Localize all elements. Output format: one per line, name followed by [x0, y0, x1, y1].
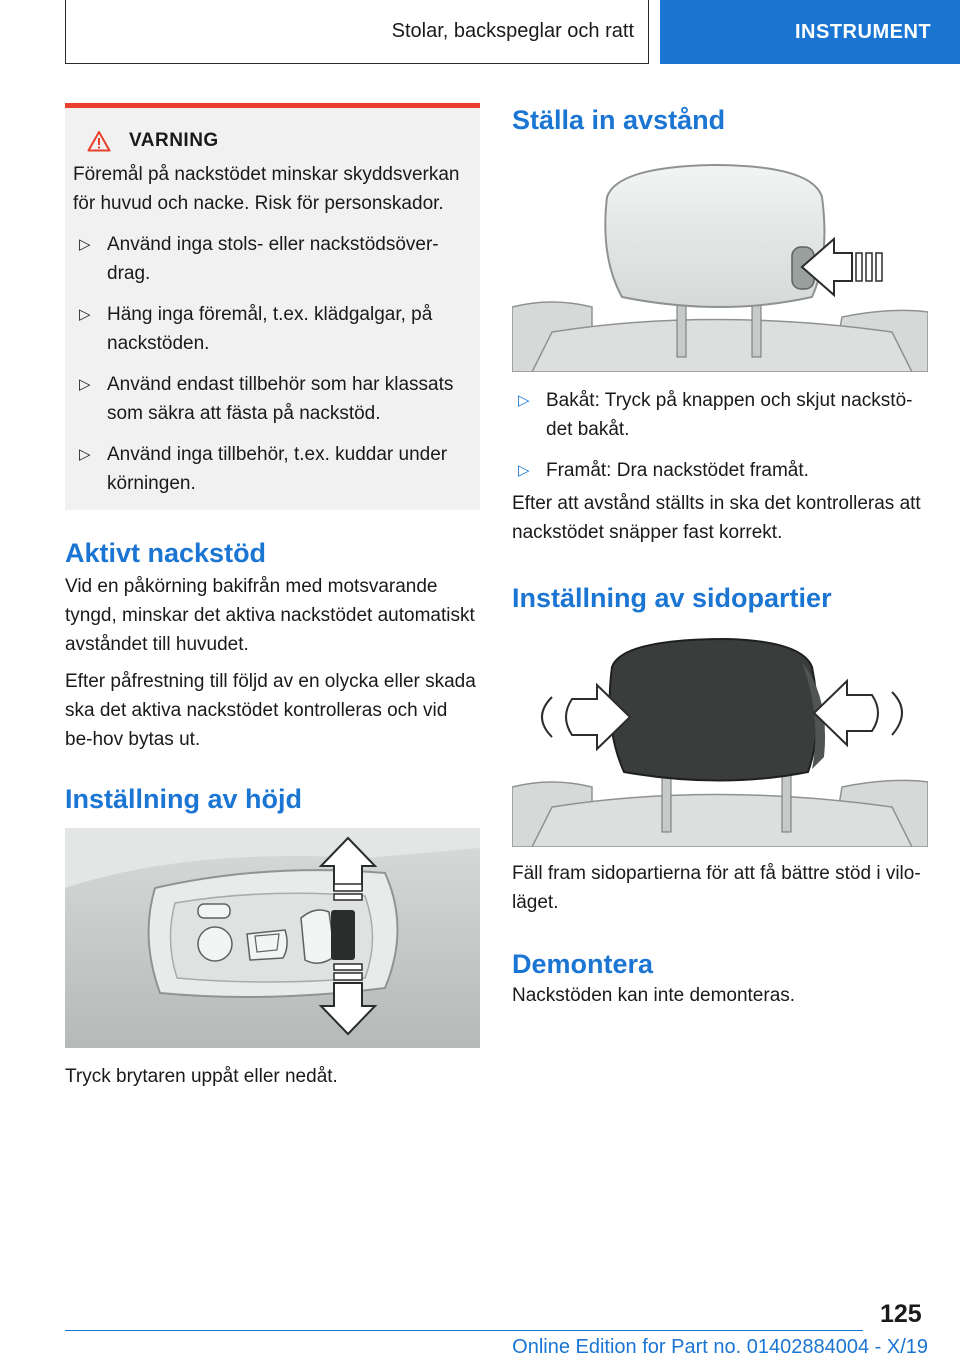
side-caption: Fäll fram sidopartierna för att få bättre stöd i vilo-läget.	[512, 863, 921, 913]
bullet-triangle-icon: ▷	[79, 236, 91, 253]
list-item: ▷ Använd inga tillbehör, t.ex. kuddar under körningen.	[73, 440, 472, 498]
list-item: ▷ Häng inga föremål, t.ex. klädgalgar, på nackstöden.	[73, 300, 472, 358]
height-caption: Tryck brytaren uppåt eller nedåt.	[65, 1066, 338, 1087]
distance-list	[512, 386, 928, 485]
left-column	[65, 103, 480, 1091]
page-number: 125	[880, 1300, 922, 1328]
height-heading: Inställning av höjd	[65, 784, 303, 814]
active-paragraph-2: Efter påfrestning till följd av en olycka eller skada ska det aktiva nackstödet kontrolleras och vid be-hov bytas ut.	[65, 671, 476, 750]
bullet-triangle-icon: ▷	[79, 376, 91, 393]
bullet-triangle-icon: ▷	[518, 392, 530, 409]
header-section-tab	[65, 0, 649, 64]
list-item: ▷ Bakåt: Tryck på knappen och skjut nackstö-det bakåt.	[512, 386, 928, 444]
right-column	[512, 103, 928, 1010]
active-paragraph-1: Vid en påkörning bakifrån med motsvarande tyngd, minskar det aktiva nackstödet automatiskt avståndet till huvudet.	[65, 576, 475, 655]
warning-box	[65, 103, 480, 510]
headrest-distance-illustration	[512, 157, 928, 372]
remove-text: Nackstöden kan inte demonteras.	[512, 985, 796, 1006]
warning-list	[73, 230, 472, 498]
warning-title-row	[87, 130, 472, 152]
side-heading: Inställning av sidopartier	[512, 583, 832, 613]
warning-triangle-icon	[87, 130, 111, 152]
seat-switch-illustration	[65, 828, 480, 1048]
distance-heading: Ställa in avstånd	[512, 105, 726, 135]
list-item: ▷ Framåt: Dra nackstödet framåt.	[512, 456, 928, 485]
bullet-triangle-icon: ▷	[79, 306, 91, 323]
distance-text: Efter att avstånd ställts in ska det kontrolleras att nackstödet snäpper fast korrekt.	[512, 493, 921, 543]
footer-divider	[65, 1330, 863, 1331]
remove-heading: Demontera	[512, 949, 654, 979]
headrest-sidewings-illustration	[512, 637, 928, 847]
footer-edition[interactable]: Online Edition for Part no. 01402884004 - X/19	[512, 1336, 928, 1358]
warning-title: VARNING	[129, 130, 219, 151]
header-chapter-title: INSTRUMENT	[795, 20, 932, 43]
bullet-triangle-icon: ▷	[79, 446, 91, 463]
list-item: ▷ Använd inga stols- eller nackstödsöver-drag.	[73, 230, 472, 288]
active-headrest-heading: Aktivt nackstöd	[65, 538, 267, 568]
header-section-title: Stolar, backspeglar och ratt	[391, 20, 634, 42]
bullet-triangle-icon: ▷	[518, 462, 530, 479]
header-chapter-tab[interactable]	[660, 0, 960, 64]
warning-text: Föremål på nackstödet minskar skyddsverkan för huvud och nacke. Risk för personskador.	[73, 164, 460, 214]
list-item: ▷ Använd endast tillbehör som har klassats som säkra att fästa på nackstöd.	[73, 370, 472, 428]
